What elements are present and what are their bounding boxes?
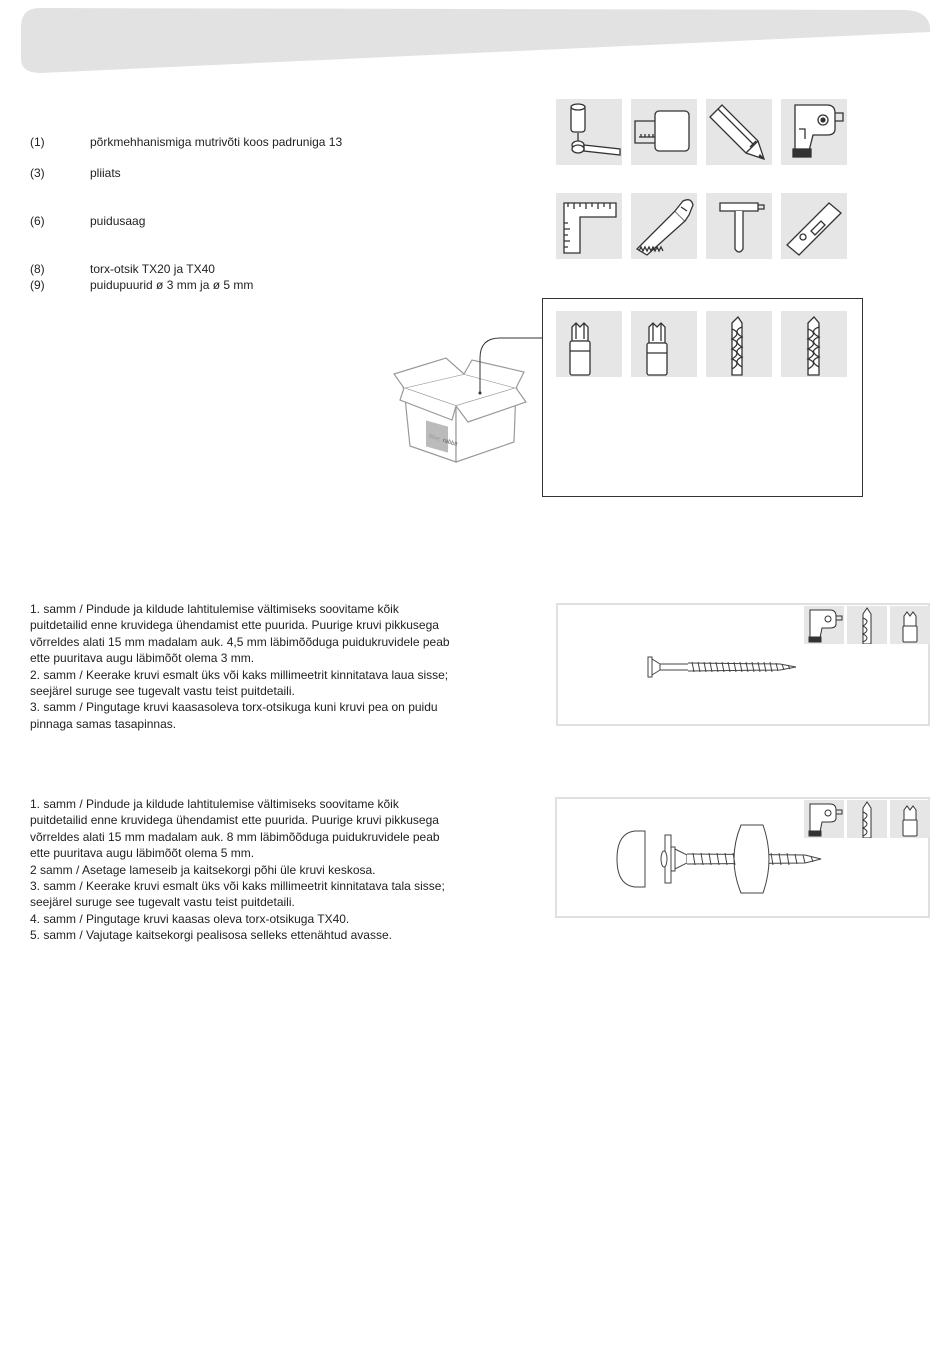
list-item xyxy=(30,262,510,278)
torx-bit-tx40-icon xyxy=(631,311,697,377)
section1-instructions xyxy=(30,601,480,732)
section2-figure xyxy=(555,797,930,918)
tool-number: (3) xyxy=(30,166,45,180)
tool-name: puidusaag xyxy=(90,214,146,228)
instruction-line: 3. samm / Keerake kruvi esmalt üks või kaks millimeetrit kinnitatava tala sisse; xyxy=(30,879,445,894)
tool-number: (9) xyxy=(30,278,45,292)
instruction-line: puitdetailid enne kruvidega ühendamist ette puurida. Puurige kruvi pikkusega xyxy=(30,618,439,633)
tool-name: põrkmehhanismiga mutrivõti koos padruniga 13 xyxy=(90,135,343,149)
screw-with-cap-illustration xyxy=(615,821,835,897)
spirit-level-icon xyxy=(781,193,847,259)
list-item xyxy=(30,166,510,182)
list-item xyxy=(30,214,510,230)
drill-icon xyxy=(804,606,844,644)
torx-bit-tx20-icon xyxy=(556,311,622,377)
instruction-line: 1. samm / Pindude ja kildude lahtitulemise vältimiseks soovitame kõik xyxy=(30,797,399,811)
square-ruler-icon xyxy=(556,193,622,259)
pencil-icon xyxy=(706,99,772,165)
drill-bit-5mm-icon xyxy=(781,311,847,377)
torx-bit-icon xyxy=(890,606,930,644)
tool-number: (8) xyxy=(30,262,45,276)
instruction-line: 5. samm / Vajutage kaitsekorgi pealisosa selleks ettenähtud avasse. xyxy=(30,928,392,943)
tool-name: torx-otsik TX20 ja TX40 xyxy=(90,262,215,276)
list-item xyxy=(30,278,510,294)
drill-bit-icon xyxy=(847,606,887,644)
drill-icon xyxy=(781,99,847,165)
instruction-line: võrreldes alati 15 mm madalam auk. 8 mm läbimõõduga puidukruvidele peab xyxy=(30,829,440,844)
tool-name: puidupuurid ø 3 mm ja ø 5 mm xyxy=(90,278,254,292)
instruction-line: võrreldes alati 15 mm madalam auk. 4,5 mm läbimõõduga puidukruvidele peab xyxy=(30,634,450,649)
instruction-line: puitdetailid enne kruvidega ühendamist ette puurida. Puurige kruvi pikkusega xyxy=(30,813,439,828)
ratchet-wrench-icon xyxy=(556,99,622,165)
torx-bit-icon xyxy=(890,800,930,838)
wood-screw-illustration xyxy=(644,655,804,679)
instruction-line: 4. samm / Pingutage kruvi kaasas oleva torx-otsikuga TX40. xyxy=(30,911,350,926)
section2-instructions xyxy=(30,796,480,944)
header-band xyxy=(0,0,950,80)
instruction-line: 2. samm / Keerake kruvi esmalt üks või kaks millimeetrit kinnitatava laua sisse; xyxy=(30,667,449,682)
saw-icon xyxy=(631,193,697,259)
cardboard-box-illustration xyxy=(390,330,550,470)
instruction-line: 2 samm / Asetage lameseib ja kaitsekorgi põhi üle kruvi keskosa. xyxy=(30,862,376,877)
instruction-line: 3. samm / Pingutage kruvi kaasasoleva torx-otsikuga kuni kruvi pea on puidu xyxy=(30,700,438,715)
section1-figure xyxy=(556,603,930,726)
logo-text-suffix: rabbit xyxy=(441,437,458,449)
tool-number: (6) xyxy=(30,214,45,228)
instruction-line: ette puuritava augu läbimõõt olema 5 mm. xyxy=(30,846,255,861)
instruction-line: pinnaga samas tasapinnas. xyxy=(30,716,177,731)
tool-name: pliiats xyxy=(90,166,121,180)
instruction-line: 1. samm / Pindude ja kildude lahtitulemise vältimiseks soovitame kõik xyxy=(30,602,399,616)
instruction-line: ette puuritava augu läbimõõt olema 3 mm. xyxy=(30,651,255,666)
drill-bit-3mm-icon xyxy=(706,311,772,377)
instruction-line: seejärel suruge see tugevalt vastu teist puitdetaili. xyxy=(30,895,295,910)
list-item xyxy=(30,135,510,151)
drill-bit-icon xyxy=(847,800,887,838)
tape-measure-icon xyxy=(631,99,697,165)
hammer-icon xyxy=(706,193,772,259)
tool-number: (1) xyxy=(30,135,45,149)
instruction-line: seejärel suruge see tugevalt vastu teist puitdetaili. xyxy=(30,684,295,699)
logo-text-prefix: blue xyxy=(427,433,441,443)
